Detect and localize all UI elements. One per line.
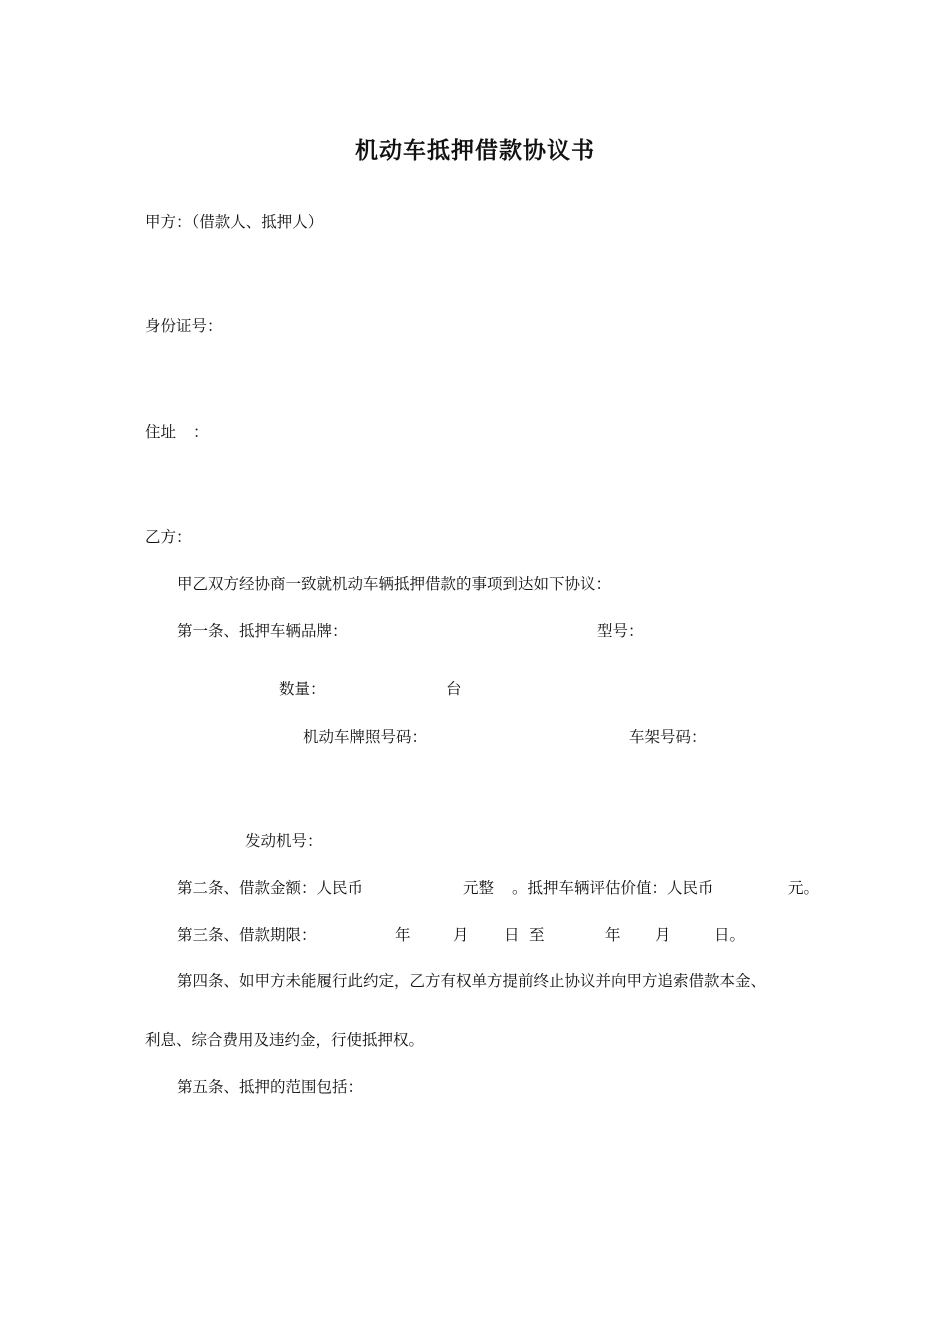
- article1-model-label: 型号：: [597, 622, 644, 640]
- intro-paragraph: 甲乙双方经协商一致就机动车辆抵押借款的事项到达如下协议：: [177, 575, 612, 593]
- party-a-id-label: 身份证号：: [145, 317, 223, 335]
- article3-month-start: 月: [453, 926, 469, 944]
- article1-brand-label: 第一条、抵押车辆品牌：: [177, 622, 348, 640]
- article2-amount-label: 第二条、借款金额：人民币: [177, 879, 364, 897]
- article4-line1: 第四条、如甲方未能履行此约定，乙方有权单方提前终止协议并向甲方追索借款本金、: [177, 972, 767, 990]
- article2-valuation-label: 。抵押车辆评估价值：人民币: [512, 879, 714, 897]
- article4-line2: 利息、综合费用及违约金，行使抵押权。: [145, 1031, 425, 1049]
- article3-year-start: 年: [395, 926, 411, 944]
- article3-day-start: 日: [504, 926, 520, 944]
- article2-yuan-whole: 元整: [463, 879, 495, 897]
- party-a-address-label: 住址: [145, 423, 177, 441]
- article1-frame-label: 车架号码：: [629, 728, 707, 746]
- article3-month-end: 月: [655, 926, 671, 944]
- article1-unit: 台: [446, 680, 462, 698]
- document-title: 机动车抵押借款协议书: [355, 137, 595, 164]
- party-b-label: 乙方：: [145, 528, 192, 546]
- party-a-label: 甲方：（借款人、抵押人）: [145, 213, 324, 231]
- article1-engine-label: 发动机号：: [245, 832, 323, 850]
- article3-label: 第三条、借款期限：: [177, 926, 317, 944]
- article3-year-end: 年: [605, 926, 621, 944]
- article1-plate-label: 机动车牌照号码：: [303, 728, 428, 746]
- article1-quantity-label: 数量：: [279, 680, 326, 698]
- article2-yuan-end: 元。: [788, 879, 820, 897]
- article3-to: 至: [529, 926, 545, 944]
- article3-day-end: 日。: [714, 926, 746, 944]
- article5-label: 第五条、抵押的范围包括：: [177, 1078, 364, 1096]
- party-a-address-colon: ：: [193, 423, 209, 441]
